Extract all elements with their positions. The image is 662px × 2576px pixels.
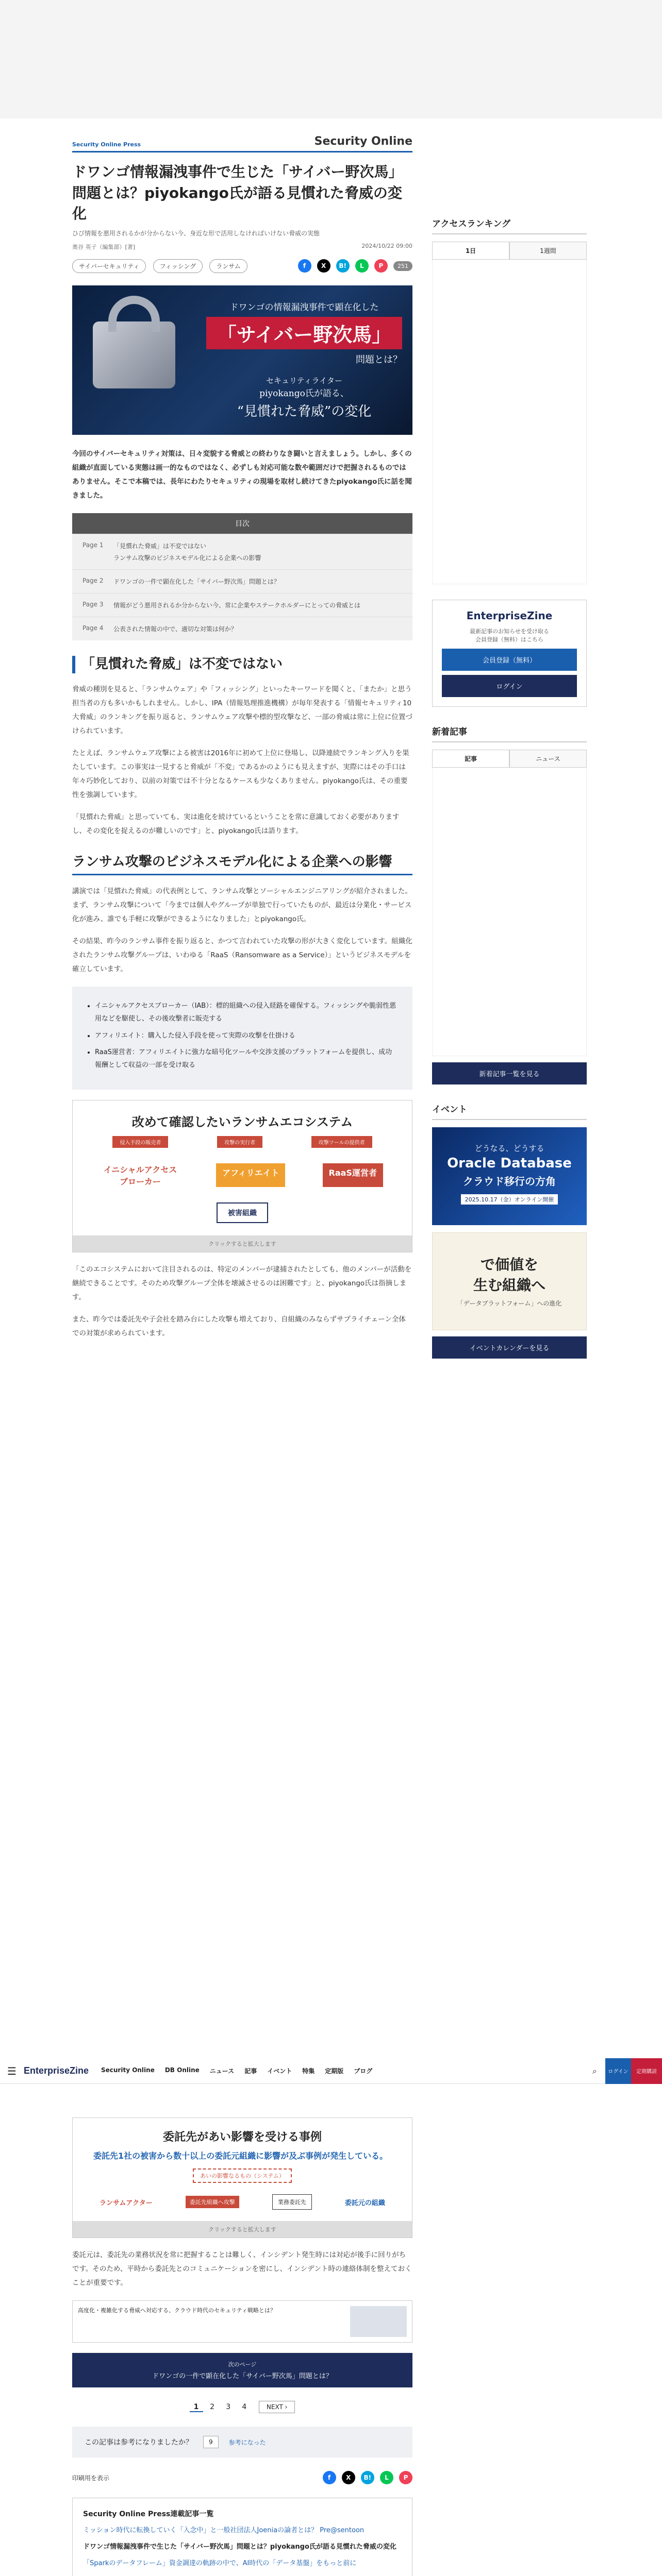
facebook-icon[interactable]: f bbox=[323, 2471, 336, 2484]
menu-icon[interactable]: ☰ bbox=[7, 2064, 16, 2077]
section-heading: ランサム攻撃のビジネスモデル化による企業への影響 bbox=[72, 854, 412, 876]
site-name[interactable]: Security Online bbox=[314, 135, 412, 148]
like-count: 9 bbox=[203, 2436, 219, 2448]
hero-line4: セキュリティライター bbox=[266, 376, 343, 385]
page-1[interactable]: 1 bbox=[190, 2403, 203, 2412]
pocket-icon[interactable]: P bbox=[399, 2471, 412, 2484]
paragraph: 「このエコシステムにおいて注目されるのは、特定のメンバーが逮捕されたとしても、他のメンバーが活動を継続できることです。そのため攻撃グループ全体を壊滅させるのは困難です」と、piyokango氏は指摘します。 bbox=[72, 1265, 412, 1301]
register-button[interactable]: 会員登録（無料） bbox=[442, 649, 577, 671]
ez-login-button[interactable]: ログイン bbox=[442, 675, 577, 697]
nav-periodical[interactable]: 定期版 bbox=[325, 2067, 344, 2075]
node-client: 委託元の組織 bbox=[344, 2199, 385, 2207]
role-affiliate: アフィリエイト bbox=[216, 1163, 285, 1187]
feedback-question: この記事は参考になりましたか？ bbox=[85, 2438, 193, 2447]
node-contractor: 業務委託先 bbox=[272, 2194, 312, 2210]
ranking-title: アクセスランキング bbox=[432, 216, 587, 234]
ranking-list bbox=[432, 260, 587, 584]
article bbox=[72, 135, 412, 1349]
tag[interactable]: フィッシング bbox=[153, 259, 203, 273]
node-ransom-actor: ランサムアクター bbox=[100, 2199, 153, 2207]
tag[interactable]: ランサム bbox=[209, 259, 247, 273]
article-continued bbox=[72, 2102, 412, 2576]
list-item: • アフィリエイト：購入した侵入手段を使って実際の攻撃を仕掛ける bbox=[95, 1030, 397, 1043]
x-icon[interactable]: X bbox=[317, 259, 330, 273]
paragraph: 「見慣れた脅威」と思っていても、実は進化を続けているということを常に意識しておく必要がありますし、その変化を捉えるのが難しいのです」と、piyokango氏は語ります。 bbox=[72, 812, 400, 835]
next-button[interactable]: NEXT › bbox=[259, 2401, 295, 2413]
tag-list bbox=[72, 259, 252, 273]
figure-subtitle: 委託先1社の被害から数十以上の委託元組織に影響が及ぶ事例が発生している。 bbox=[93, 2151, 388, 2161]
hero-line2: 「サイバー野次馬」 bbox=[206, 317, 402, 349]
series-box bbox=[72, 2498, 412, 2576]
raas-role-list bbox=[72, 987, 412, 1089]
line-icon[interactable]: L bbox=[380, 2471, 393, 2484]
hatena-icon[interactable]: B! bbox=[361, 2471, 374, 2484]
event-banner-oracle[interactable]: どうなる、どうする Oracle Database クラウド移行の方角 2025.10.17（金）オンライン開催 bbox=[432, 1127, 587, 1225]
nav-security-online[interactable]: Security Online bbox=[101, 2066, 155, 2074]
event-calendar-link[interactable]: イベントカレンダーを見る bbox=[432, 1336, 587, 1359]
paragraph: また、昨今では委託先や子会社を踏み台にした攻撃も増えており、自組織のみならずサプライチェーン全体での対策が求められています。 bbox=[72, 1315, 406, 1337]
hero-line6: “見慣れた脅威”の変化 bbox=[237, 403, 372, 419]
article-author[interactable]: 奥谷 英子（編集部）[著] bbox=[72, 243, 136, 250]
toc-row[interactable]: Page 1 「見慣れた脅威」は不変ではない ランサム攻撃のビジネスモデル化による企業への影響 bbox=[72, 534, 412, 569]
sidebar bbox=[432, 216, 587, 1359]
promo-box[interactable] bbox=[72, 2300, 412, 2343]
figure-ransom-ecosystem[interactable]: 改めて確認したいランサムエコシステム 侵入手段の販売者 攻撃の実行者 攻撃ツールの提供者 イニシャルアクセスブローカー アフィリエイト RaaS運営者 被害組織 クリックすると拡大します bbox=[72, 1100, 412, 1252]
next-label: 次のページ bbox=[228, 2361, 257, 2368]
nav-blog[interactable]: ブログ bbox=[354, 2067, 373, 2075]
line-icon[interactable]: L bbox=[355, 259, 369, 273]
hatena-icon[interactable]: B! bbox=[336, 259, 350, 273]
new-articles-list bbox=[432, 768, 587, 1056]
list-item: • RaaS運営者：アフィリエイトに強力な暗号化ツールや交渉支援のプラットフォームを提供し、成功報酬として収益の一部を受け取る bbox=[95, 1046, 397, 1072]
figure-caption: クリックすると拡大します bbox=[73, 1235, 412, 1252]
facebook-icon[interactable]: f bbox=[298, 259, 311, 273]
page-3[interactable]: 3 bbox=[226, 2403, 231, 2411]
like-button[interactable]: 参考になった bbox=[228, 2438, 266, 2446]
nav-events[interactable]: イベント bbox=[267, 2067, 292, 2075]
tab-articles[interactable]: 記事 bbox=[432, 750, 509, 767]
article-date: 2024/10/22 09:00 bbox=[361, 242, 412, 249]
role-raas: RaaS運営者 bbox=[323, 1163, 383, 1187]
new-articles-more[interactable]: 新着記事一覧を見る bbox=[432, 1062, 587, 1084]
next-title: ドワンゴの一件で顕在化した「サイバー野次馬」問題とは？ bbox=[152, 2372, 333, 2380]
paragraph: たとえば、ランサムウェア攻撃による被害は2016年に初めて上位に登場し、以降連続でランキング入りを果たしています。この事実は一見すると脅威が「不変」であるかのようにも見えますが、実際にはその手口は年々巧妙化しており、以前の対策では不十分となるケースも少なくありません。piyokango氏は、その重要性を強調しています。 bbox=[72, 749, 409, 799]
figure-label: あいの影響なるもの（システム） bbox=[193, 2168, 292, 2183]
site-logo[interactable]: EnterpriseZine bbox=[23, 2065, 89, 2076]
paragraph: 委託元は、委託先の業務状況を常に把握することは難しく、インシデント発生時には対応が後手に回りがちです。そのため、平時から委託先とのコミュニケーションを密にし、インシデント時の連絡体制を整えておくことが重要です。 bbox=[72, 2251, 412, 2287]
paragraph: その結果、昨今のランサム事件を振り返ると、かつて言われていた攻撃の形が大きく変化しています。組織化されたランサム攻撃グループは、いわゆる「RaaS（Ransomware as a Service）」というビジネスモデルを確立しています。 bbox=[72, 937, 412, 974]
pagination bbox=[72, 2401, 412, 2413]
new-articles-title: 新着記事 bbox=[432, 724, 587, 742]
site-header bbox=[0, 2058, 662, 2084]
tab-news[interactable]: ニュース bbox=[509, 750, 587, 767]
toc-row[interactable]: Page 3 情報がどう悪用されるか分からない今、常に企業やステークホルダーにとっての脅威とは bbox=[72, 593, 412, 617]
page-4[interactable]: 4 bbox=[242, 2403, 247, 2411]
new-articles-tabs bbox=[432, 750, 587, 768]
share-bar-bottom bbox=[320, 2471, 412, 2484]
search-icon[interactable]: ⌕ bbox=[592, 2065, 597, 2076]
subscribe-button[interactable]: 定期購読 bbox=[631, 2058, 662, 2084]
series-item[interactable]: ミッション時代に転換していく「入念中」と一般社団法人Joeniaの論者とは？ Pre@sentoon bbox=[83, 2527, 365, 2534]
toc-row[interactable]: Page 2 ドワンゴの一件で顕在化した「サイバー野次馬」問題とは？ bbox=[72, 569, 412, 593]
section-heading: 「見慣れた脅威」は不変ではない bbox=[72, 656, 412, 673]
event-banner-data[interactable]: で価値を 生む組織へ 「データプラットフォーム」への進化 bbox=[432, 1232, 587, 1330]
pocket-icon[interactable]: P bbox=[374, 259, 388, 273]
hero-line5: piyokango氏が語る、 bbox=[259, 388, 349, 399]
share-count: 251 bbox=[393, 261, 412, 271]
top-ad-banner[interactable] bbox=[0, 0, 662, 118]
x-icon[interactable]: X bbox=[342, 2471, 355, 2484]
series-item[interactable]: 「Sparkのデータフレーム」資金調達の軌跡の中で、AI時代の「データ基盤」をもっと前に bbox=[83, 2560, 357, 2568]
nav-db-online[interactable]: DB Online bbox=[164, 2066, 200, 2074]
hero-image bbox=[72, 285, 412, 435]
enterprisezine-box bbox=[432, 600, 587, 707]
hero-line1: ドワンゴの情報漏洩事件で顕在化した bbox=[229, 302, 379, 313]
tab-day[interactable]: 1日 bbox=[432, 242, 509, 259]
victim-organization: 被害組織 bbox=[217, 1202, 268, 1223]
tab-week[interactable]: 1週間 bbox=[509, 242, 587, 259]
next-page-box[interactable] bbox=[72, 2353, 412, 2387]
hero-line3: 問題とは？ bbox=[356, 354, 402, 365]
figure-subcontractor[interactable] bbox=[72, 2117, 412, 2238]
promo-image bbox=[350, 2306, 407, 2337]
tag[interactable]: サイバーセキュリティ bbox=[72, 259, 146, 273]
ez-desc2: 会員登録（無料）はこちら bbox=[475, 636, 543, 643]
role-iab: イニシャルアクセスブローカー bbox=[103, 1164, 177, 1187]
article-title: ドワンゴ情報漏洩事件で生じた「サイバー野次馬」問題とは？piyokango氏が語る見慣れた脅威の変化 bbox=[72, 163, 403, 223]
ranking-tabs bbox=[432, 242, 587, 260]
share-bar bbox=[295, 259, 412, 273]
intro-paragraph: 今回のサイバーセキュリティ対策は、日々変貌する脅威との終わりなき闘いと言えましょう。しかし、多くの組織が直面している実態は画一的なものではなく、必ずしも対応可能な数や範囲だけで把握されるものではありません。そこで本稿では、長年にわたりセキュリティの現場を取材し続けてきたpiyokango氏に話を聞きました。 bbox=[72, 449, 412, 500]
nav-news[interactable]: ニュース bbox=[209, 2067, 235, 2075]
toc-title: 目次 bbox=[72, 513, 412, 534]
article-subtitle: ひび情報を悪用されるかが分からない今、身近な形で活用しなければいけない脅威の実態 bbox=[72, 229, 320, 237]
paragraph: 講演では「見慣れた脅威」の代表例として、ランサム攻撃とソーシャルエンジニアリングが紹介されました。まず、ランサム攻撃について「今までは個人やグループが単独で行っていたものが、最近は分業化・サービス化が進み、誰でも手軽に攻撃ができるようになりました」とpiyokango氏。 bbox=[72, 887, 412, 924]
page-2[interactable]: 2 bbox=[210, 2403, 215, 2411]
feedback-box bbox=[72, 2427, 412, 2458]
nav-features[interactable]: 特集 bbox=[302, 2067, 315, 2075]
series-title: Security Online Press連載記事一覧 bbox=[83, 2510, 214, 2518]
table-of-contents bbox=[72, 513, 412, 640]
article-label[interactable]: Security Online Press bbox=[72, 141, 141, 148]
toc-row[interactable]: Page 4 公表された情報の中で、適切な対策は何か？ bbox=[72, 617, 412, 640]
series-item[interactable]: ドワンゴ情報漏洩事件で生じた「サイバー野次馬」問題とは？piyokango氏が語る見慣れた脅威の変化 bbox=[83, 2543, 396, 2551]
figure-title: 委託先があい影響を受ける事例 bbox=[162, 2131, 322, 2144]
promo-text: 高度化・複雑化する脅威へ対応する、クラウド時代のセキュリティ戦略とは？ bbox=[78, 2307, 276, 2314]
event-title: イベント bbox=[432, 1102, 587, 1120]
node-attack: 委託先組織へ攻撃 bbox=[186, 2196, 239, 2208]
list-item: • イニシャルアクセスブローカー（IAB）：標的組織への侵入経路を確保する。フィッシングや脆弱性悪用などを駆使し、その後攻撃者に販売する bbox=[95, 1000, 397, 1025]
main-nav bbox=[101, 2066, 372, 2075]
nav-articles[interactable]: 記事 bbox=[244, 2067, 257, 2075]
login-button[interactable]: ログイン bbox=[605, 2058, 631, 2084]
figure-caption: クリックすると拡大します bbox=[73, 2221, 412, 2238]
figure-title: 改めて確認したいランサムエコシステム bbox=[131, 1114, 353, 1129]
ez-desc1: 最新記事のお知らせを受け取る bbox=[470, 628, 549, 635]
print-link[interactable]: 印刷用を表示 bbox=[72, 2474, 110, 2482]
ez-logo: EnterpriseZine bbox=[466, 609, 553, 622]
paragraph: 脅威の種別を見ると、「ランサムウェア」や「フィッシング」といったキーワードを聞くと、「またか」と思う担当者の方も多いかもしれません。しかし、IPA（情報処理推進機構）が毎年発表する「情報セキュリティ10大脅威」のランキングを振り返ると、ランサムウェア攻撃や標的型攻撃など、一部の脅威は常に上位に位置づけられています。 bbox=[72, 685, 412, 735]
